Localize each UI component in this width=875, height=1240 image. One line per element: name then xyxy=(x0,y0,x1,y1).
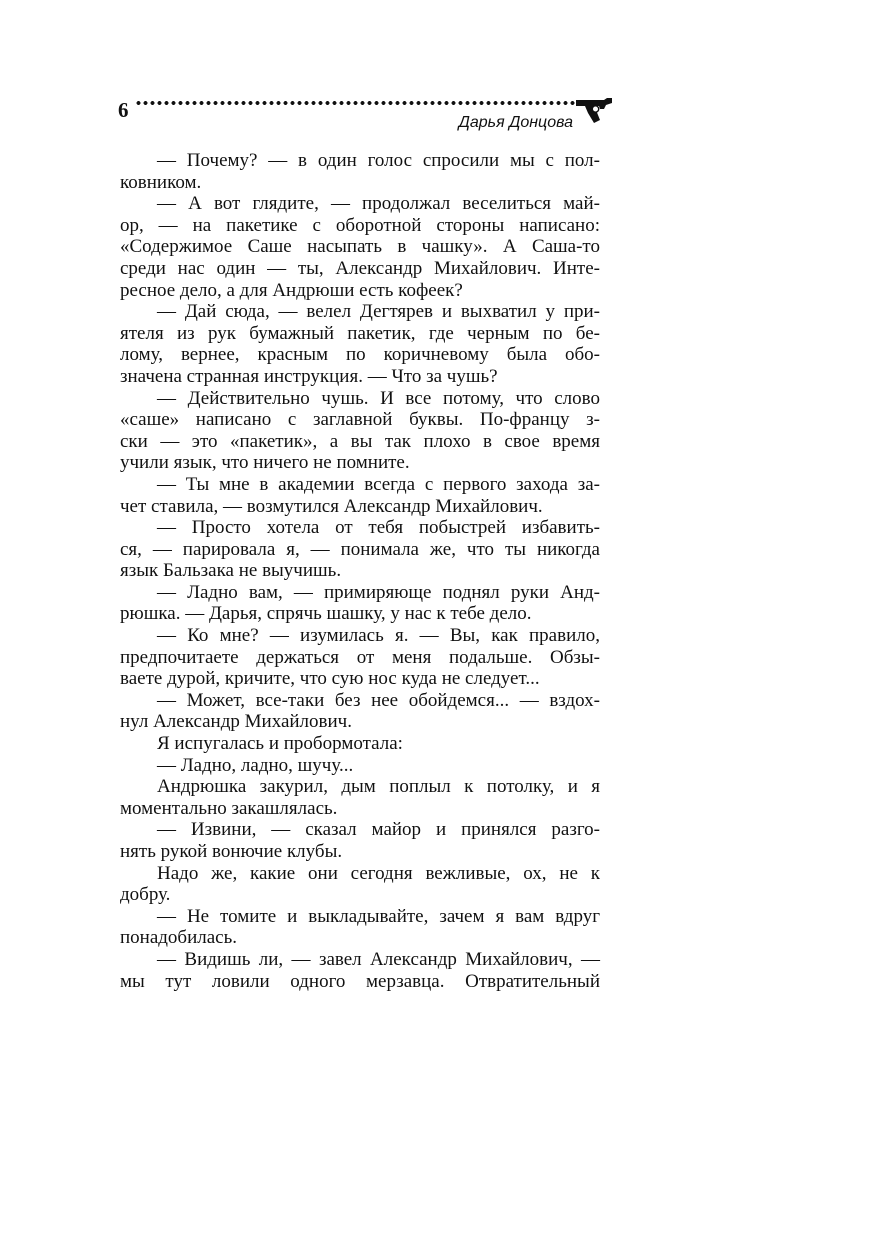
text-line: Андрюшка закурил, дым поплыл к потолку, и я xyxy=(157,776,600,798)
text-line: — Ладно, ладно, шучу... xyxy=(157,754,354,776)
text-line: чет ставила, — возмутился Александр Михайлович. xyxy=(120,495,543,517)
revolver-icon xyxy=(574,94,614,128)
text-line: «Содержимое Саше насыпать в чашку». А Саша-то xyxy=(120,236,600,258)
text-line: предпочитаете держаться от меня подальше. Обзы- xyxy=(120,646,600,668)
text-line: значена странная инструкция. — Что за чушь? xyxy=(120,365,498,387)
text-line: ковником. xyxy=(120,171,202,193)
header-dotted-rule xyxy=(135,98,583,108)
text-line: — Может, все-таки без нее обойдемся... — вздох- xyxy=(157,689,600,711)
text-line: — А вот глядите, — продолжал веселиться май- xyxy=(157,193,600,215)
text-line: лому, вернее, красным по коричневому была обо- xyxy=(120,344,600,366)
text-line: — Не томите и выкладывайте, зачем я вам вдруг xyxy=(157,905,600,927)
body-text xyxy=(120,150,600,992)
text-line: мы тут ловили одного мерзавца. Отвратительный xyxy=(120,970,600,992)
text-line: среди нас один — ты, Александр Михайлович. Инте- xyxy=(120,257,600,279)
text-line: — Ты мне в академии всегда с первого захода за- xyxy=(157,473,600,495)
text-line: — Дай сюда, — велел Дегтярев и выхватил у при- xyxy=(157,301,600,323)
text-line: ски — это «пакетик», а вы так плохо в свое время xyxy=(120,430,600,452)
text-line: добру. xyxy=(120,884,171,906)
text-line: — Ко мне? — изумилась я. — Вы, как правило, xyxy=(157,625,600,647)
text-line: ятеля из рук бумажный пакетик, где черным по бе- xyxy=(120,322,600,344)
text-line: рюшка. — Дарья, спрячь шашку, у нас к тебе дело. xyxy=(120,603,532,625)
text-line: ресное дело, а для Андрюши есть кофеек? xyxy=(120,279,463,301)
text-line: язык Бальзака не выучишь. xyxy=(120,560,342,582)
text-line: ся, — парировала я, — понимала же, что ты никогда xyxy=(120,538,600,560)
text-line: «саше» написано с заглавной буквы. По-францу з- xyxy=(120,409,600,431)
text-line: Я испугалась и пробормотала: xyxy=(157,733,403,755)
text-line: — Извини, — сказал майор и принялся разго- xyxy=(157,819,600,841)
text-line: ор, — на пакетике с оборотной стороны написано: xyxy=(120,214,600,236)
text-line: — Почему? — в один голос спросили мы с пол- xyxy=(157,150,600,171)
running-author: Дарья Донцова xyxy=(458,114,573,131)
text-line: — Ладно вам, — примиряюще поднял руки Анд- xyxy=(157,581,600,603)
text-line: нул Александр Михайлович. xyxy=(120,711,352,733)
text-line: Надо же, какие они сегодня вежливые, ох, не к xyxy=(157,862,600,884)
text-line: — Действительно чушь. И все потому, что слово xyxy=(157,387,600,409)
text-line: — Видишь ли, — завел Александр Михайлович, — xyxy=(157,948,600,970)
page-number: 6 xyxy=(118,98,129,122)
text-line: учили язык, что ничего не помните. xyxy=(120,452,410,474)
text-line: понадобилась. xyxy=(120,927,238,949)
text-line: ваете дурой, кричите, что сую нос куда не следует... xyxy=(120,668,540,690)
text-line: нять рукой вонючие клубы. xyxy=(120,841,343,862)
text-line: — Просто хотела от тебя побыстрей избавить- xyxy=(157,517,600,539)
text-line: моментально закашлялась. xyxy=(120,797,338,819)
